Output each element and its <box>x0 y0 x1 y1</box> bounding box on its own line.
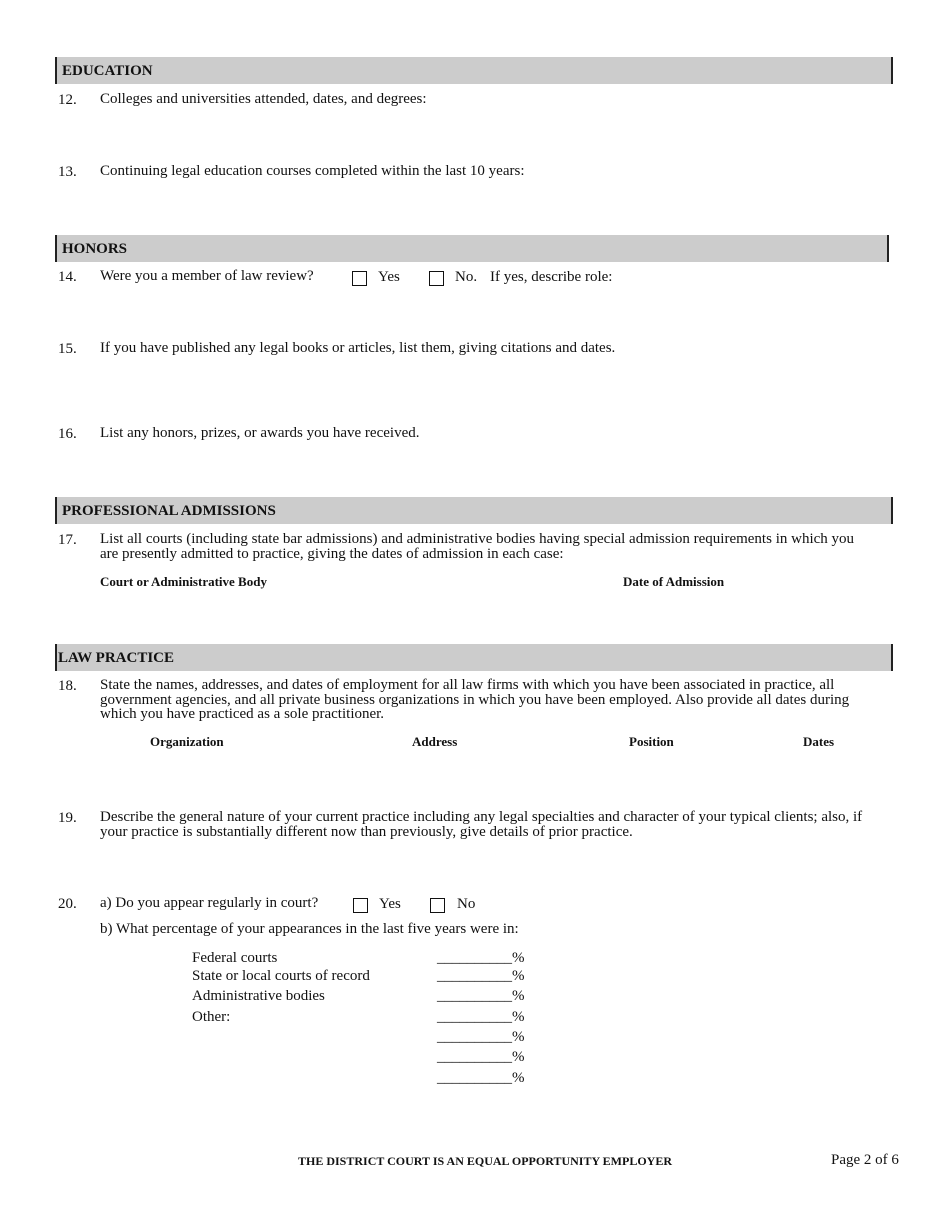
column-header-dates: Dates <box>803 734 835 749</box>
percentage-field[interactable]: __________% <box>437 1009 525 1025</box>
question-20a-text: a) Do you appear regularly in court? <box>100 895 319 911</box>
law-review-yes-checkbox[interactable] <box>352 271 367 286</box>
law-review-yes-label: Yes <box>378 269 400 285</box>
page-number: Page 2 of 6 <box>831 1152 899 1168</box>
question-18-line-1: State the names, addresses, and dates of employment for all law firms with which you have been associated in practice, all <box>100 677 835 693</box>
appearance-category-state-local: State or local courts of record <box>192 968 370 984</box>
appear-in-court-no-label: No <box>457 896 476 912</box>
column-header-organization: Organization <box>150 734 224 749</box>
question-number: 13. <box>58 164 77 180</box>
column-header-position: Position <box>629 734 674 749</box>
percentage-field[interactable]: __________% <box>437 1070 525 1086</box>
question-12-text: Colleges and universities attended, dates, and degrees: <box>100 91 427 107</box>
question-number: 14. <box>58 269 77 285</box>
footer-eeo-notice: THE DISTRICT COURT IS AN EQUAL OPPORTUNITY EMPLOYER <box>298 1154 673 1168</box>
section-header-honors: HONORS <box>55 235 889 262</box>
section-header-law-practice: LAW PRACTICE <box>55 644 893 671</box>
question-18-line-3: which you have practiced as a sole practitioner. <box>100 706 385 722</box>
appearance-category-other: Other: <box>192 1009 231 1025</box>
question-16-text: List any honors, prizes, or awards you have received. <box>100 425 420 441</box>
percentage-field[interactable]: __________% <box>437 1049 525 1065</box>
appearance-category-administrative: Administrative bodies <box>192 988 325 1004</box>
column-header-court: Court or Administrative Body <box>100 574 267 589</box>
section-header-admissions: PROFESSIONAL ADMISSIONS <box>55 497 893 524</box>
appearance-category-federal: Federal courts <box>192 950 278 966</box>
appear-in-court-yes-label: Yes <box>379 896 401 912</box>
question-17-line-1: List all courts (including state bar admissions) and administrative bodies having special admission requirements in which you <box>100 531 855 547</box>
section-header-education: EDUCATION <box>55 57 893 84</box>
question-20b-text: b) What percentage of your appearances in the last five years were in: <box>100 921 519 937</box>
percentage-field[interactable]: __________% <box>437 988 525 1004</box>
question-19-line-1: Describe the general nature of your current practice including any legal specialties and character of your typical clients; also, if <box>100 809 863 825</box>
law-review-no-checkbox[interactable] <box>429 271 444 286</box>
question-number: 18. <box>58 678 77 694</box>
column-header-date-of-admission: Date of Admission <box>623 574 725 589</box>
question-19-line-2: your practice is substantially different now than previously, give details of prior practice. <box>100 824 633 840</box>
question-14-text: Were you a member of law review? <box>100 268 314 284</box>
question-number: 12. <box>58 92 77 108</box>
question-number: 17. <box>58 532 77 548</box>
percentage-field[interactable]: __________% <box>437 968 525 984</box>
law-review-no-label: No. <box>455 269 478 285</box>
appear-in-court-yes-checkbox[interactable] <box>353 898 368 913</box>
question-number: 16. <box>58 426 77 442</box>
question-number: 19. <box>58 810 77 826</box>
question-17-line-2: are presently admitted to practice, giving the dates of admission in each case: <box>100 546 564 562</box>
question-18-line-2: government agencies, and all private business organizations in which you have been employed. Also provide all dates during <box>100 692 850 708</box>
appear-in-court-no-checkbox[interactable] <box>430 898 445 913</box>
percentage-field[interactable]: __________% <box>437 950 525 966</box>
question-number: 20. <box>58 896 77 912</box>
question-number: 15. <box>58 341 77 357</box>
question-15-text: If you have published any legal books or articles, list them, giving citations and dates. <box>100 340 616 356</box>
law-review-followup: If yes, describe role: <box>490 269 613 285</box>
question-13-text: Continuing legal education courses completed within the last 10 years: <box>100 163 525 179</box>
column-header-address: Address <box>412 734 458 749</box>
percentage-field[interactable]: __________% <box>437 1029 525 1045</box>
